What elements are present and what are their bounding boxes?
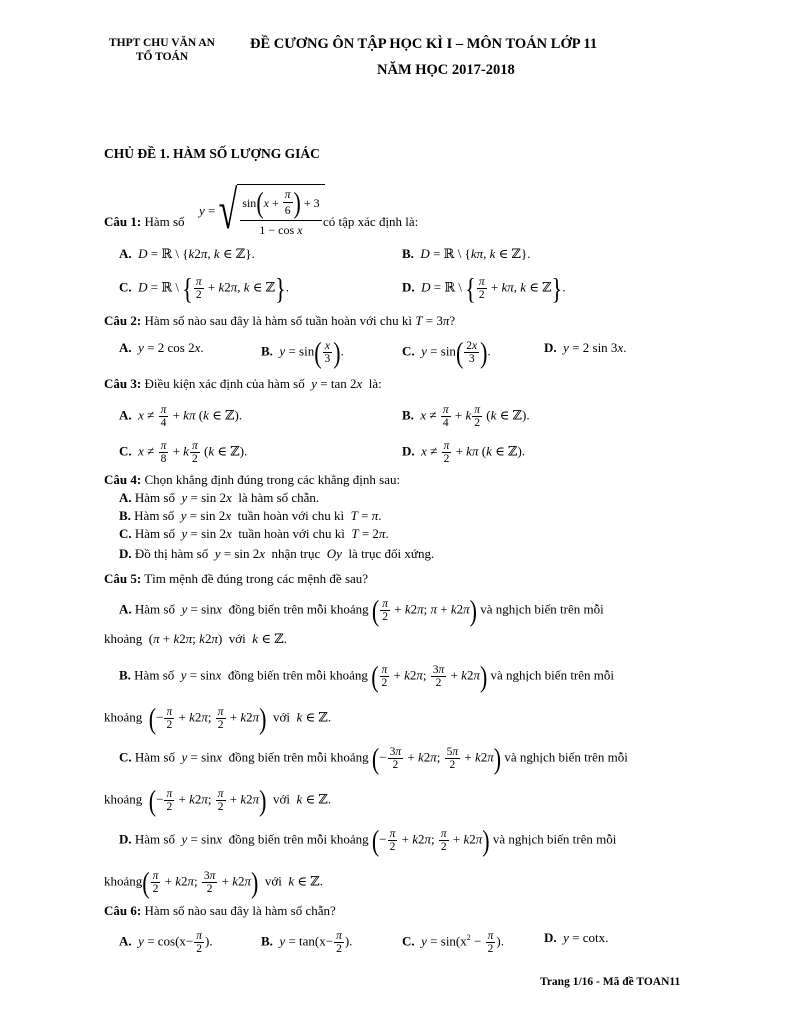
question-1-label: Câu 1: xyxy=(104,214,142,229)
question-5-option-b[interactable]: B. Hàm số y = sinx đồng biến trên mỗi khoảng ( $\frac{\pi}{2}$ + k2π; $\frac{3\pi}{2}$ + k2π) và nghịch biến trên mỗi xyxy=(119,658,614,693)
option-text: Hàm số xyxy=(134,601,175,617)
option-label: C. xyxy=(119,749,132,765)
question-1-formula: y = √ sin ( x + $\frac{\pi}{6}$ ) + 3 1 − cos x xyxy=(199,184,325,240)
with-word: với xyxy=(228,631,246,646)
option-label: A. xyxy=(119,246,132,261)
option-text-end: tuần hoàn với chu kì xyxy=(238,526,345,541)
question-3-option-b[interactable]: B. x ≠ $\frac{\pi}{4}$ + k $\frac{\pi}{2}$ (k ∈ ℤ). xyxy=(402,404,530,429)
with-word: với xyxy=(264,873,282,889)
option-text: Hàm số xyxy=(134,749,175,765)
question-5-option-d[interactable]: D. Hàm số y = sinx đồng biến trên mỗi khoảng (− $\frac{\pi}{2}$ + k2π; $\frac{\pi}{2}$ + k2π) và nghịch biến trên mỗi xyxy=(119,822,617,857)
option-label: D. xyxy=(402,279,415,295)
question-3-text: Điều kiện xác định của hàm số xyxy=(144,376,305,391)
question-6-option-c[interactable]: C. $y = \sin(x^2$ − $\frac{\pi}{2}$ ). xyxy=(402,930,504,955)
option-label: D. xyxy=(119,831,132,847)
option-text: Hàm số xyxy=(134,526,175,541)
question-6-label: Câu 6: xyxy=(104,903,142,918)
option-text: Hàm số xyxy=(134,667,175,683)
question-3-option-a[interactable]: A. x ≠ $\frac{\pi}{4}$ + kπ (k ∈ ℤ). xyxy=(119,404,243,429)
option-text-end: là hàm số chẵn. xyxy=(238,490,320,505)
question-6-option-b[interactable]: B. y = tan(x− $\frac{\pi}{2}$ ). xyxy=(261,930,353,955)
option-text: Hàm số xyxy=(134,831,175,847)
option-label: A. xyxy=(119,933,132,949)
option-text: Hàm số xyxy=(134,508,175,523)
option-label: B. xyxy=(402,407,414,423)
question-3-option-c[interactable]: C. x ≠ $\frac{\pi}{8}$ + k $\frac{\pi}{2}$ (k ∈ ℤ). xyxy=(119,440,248,465)
option-text-mid: đồng biến trên mỗi khoảng xyxy=(228,749,369,765)
option-text-end: và nghịch biến trên mỗi xyxy=(504,749,628,765)
question-4-option-d[interactable]: D. Đồ thị hàm số y = sin 2x nhận trục Oy là trục đối xứng. xyxy=(119,546,435,561)
topic-heading: CHỦ ĐỀ 1. HÀM SỐ LƯỢNG GIÁC xyxy=(104,146,320,161)
option-text-end: và nghịch biến trên mỗi xyxy=(492,831,617,847)
option-label: C. xyxy=(119,526,132,541)
option-label: D. xyxy=(544,930,557,945)
question-5-text: Tìm mệnh đề đúng trong các mệnh đề sau? xyxy=(144,571,369,586)
question-5-option-a[interactable]: A. Hàm số y = sinx đồng biến trên mỗi khoảng ( $\frac{\pi}{2}$ + k2π; π + k2π) và nghịch biến trên mỗi xyxy=(119,592,604,627)
question-1-option-d[interactable]: D. D = ℝ \ { $\frac{\pi}{2}$ + kπ, k ∈ ℤ}. xyxy=(402,270,566,305)
option-label: C. xyxy=(402,933,415,949)
option-label: C. xyxy=(402,343,415,359)
question-5-option-b-cont: khoảng (− $\frac{\pi}{2}$ + k2π; $\frac{\pi}{2}$ + k2π) với k ∈ ℤ. xyxy=(104,700,332,735)
option-text-end: và nghịch biến trên mỗi xyxy=(490,667,614,683)
option-label: B. xyxy=(261,933,273,949)
question-5-option-c[interactable]: C. Hàm số y = sinx đồng biến trên mỗi khoảng (− $\frac{3\pi}{2}$ + k2π; $\frac{5\pi}{2}$ + k2π) và nghịch biến trên mỗi xyxy=(119,740,628,775)
interval-word: khoảng xyxy=(104,873,143,889)
question-6-stem xyxy=(104,903,336,919)
interval-word: khoảng xyxy=(104,709,143,725)
option-text-mid: đồng biến trên mỗi khoảng xyxy=(227,667,368,683)
question-6-option-d[interactable]: D. y = cotx. xyxy=(544,930,609,945)
question-4-stem xyxy=(104,472,400,488)
question-4-label: Câu 4: xyxy=(104,472,142,487)
option-label: B. xyxy=(402,246,414,261)
question-6-option-a[interactable]: A. y = cos(x− $\frac{\pi}{2}$ ). xyxy=(119,930,213,955)
question-1-stem xyxy=(104,214,185,230)
question-4-option-c[interactable]: C. Hàm số y = sin 2x tuần hoàn với chu kì T = 2π. xyxy=(119,526,389,541)
question-1-option-b[interactable]: B. D = ℝ \ {kπ, k ∈ ℤ}. xyxy=(402,246,531,261)
option-text-end: và nghịch biến trên mỗi xyxy=(480,601,604,617)
with-word: với xyxy=(272,709,290,725)
interval-word: khoảng xyxy=(104,631,143,646)
question-4-option-b[interactable]: B. Hàm số y = sin 2x tuần hoàn với chu kì T = π. xyxy=(119,508,382,523)
option-label: A. xyxy=(119,490,132,505)
question-2-option-d[interactable]: D. y = 2 sin 3x. xyxy=(544,340,627,355)
question-1-option-a[interactable]: A. D = ℝ \ {k2π, k ∈ ℤ}. xyxy=(119,246,255,261)
option-text-mid: đồng biến trên mỗi khoảng xyxy=(228,831,369,847)
question-6-text: Hàm số nào sau đây là hàm số chẵn? xyxy=(144,903,336,918)
question-1-stem-end: có tập xác định là: xyxy=(323,214,419,229)
question-3-stem: Câu 3: Điều kiện xác định của hàm số y = tan 2x là: xyxy=(104,376,382,391)
question-5-stem xyxy=(104,571,368,587)
option-text-end: tuần hoàn với chu kì xyxy=(237,508,345,523)
option-label: B. xyxy=(119,667,131,683)
option-label: B. xyxy=(261,343,273,359)
option-label: A. xyxy=(119,407,132,423)
question-5-label: Câu 5: xyxy=(104,571,142,586)
option-label: C. xyxy=(119,443,132,459)
option-text: Đồ thị hàm số xyxy=(134,546,209,561)
school-line-2: TỔ TOÁN xyxy=(135,51,189,63)
with-word: với xyxy=(272,791,290,807)
option-label: D. xyxy=(119,546,132,561)
school-year: NĂM HỌC 2017-2018 xyxy=(377,62,515,78)
question-5-option-d-cont: khoảng( $\frac{\pi}{2}$ + k2π; $\frac{3\pi}{2}$ + k2π) với k ∈ ℤ. xyxy=(104,864,324,899)
question-4-option-a[interactable]: A. Hàm số y = sin 2x là hàm số chẵn. xyxy=(119,490,320,505)
question-1-option-c[interactable]: C. D = ℝ \ { $\frac{\pi}{2}$ + k2π, k ∈ ℤ}. xyxy=(119,270,289,305)
question-2-option-a[interactable]: A. y = 2 cos 2x. xyxy=(119,340,204,355)
document-title: ĐỀ CƯƠNG ÔN TẬP HỌC KÌ I – MÔN TOÁN LỚP 11 xyxy=(250,36,598,52)
question-4-text: Chọn khẳng định đúng trong các khẳng định sau: xyxy=(144,472,401,487)
option-text: Hàm số xyxy=(134,490,175,505)
question-2-option-b[interactable]: B. y = sin( $\frac{x}{3}$ ). xyxy=(261,334,344,369)
question-3-option-d[interactable]: D. x ≠ $\frac{\pi}{2}$ + kπ (k ∈ ℤ). xyxy=(402,440,526,465)
option-text-mid: đồng biến trên mỗi khoảng xyxy=(228,601,369,617)
option-text-mid: nhận trục xyxy=(271,546,321,561)
question-5-option-a-cont: khoảng (π + k2π; k2π) với k ∈ ℤ. xyxy=(104,631,287,646)
question-3-label: Câu 3: xyxy=(104,376,142,391)
option-label: B. xyxy=(119,508,131,523)
school-name xyxy=(100,36,224,64)
option-text-end: là trục đối xứng. xyxy=(348,546,435,561)
option-label: A. xyxy=(119,340,132,355)
question-3-text-end: là: xyxy=(368,376,382,391)
question-1-text: Hàm số xyxy=(144,214,185,229)
question-2-label: Câu 2: xyxy=(104,313,142,328)
interval-word: khoảng xyxy=(104,791,143,807)
option-label: C. xyxy=(119,279,132,295)
question-2-text: Hàm số nào sau đây là hàm số tuần hoàn với chu kì xyxy=(144,313,412,328)
question-2-stem: Câu 2: Hàm số nào sau đây là hàm số tuần hoàn với chu kì T = 3π? xyxy=(104,313,456,328)
school-line-1: THPT CHU VĂN AN xyxy=(109,37,215,49)
page-footer: Trang 1/16 - Mã đề TOAN11 xyxy=(540,976,681,988)
option-label: A. xyxy=(119,601,132,617)
option-label: D. xyxy=(544,340,557,355)
option-label: D. xyxy=(402,443,415,459)
question-5-option-c-cont: khoảng (− $\frac{\pi}{2}$ + k2π; $\frac{\pi}{2}$ + k2π) với k ∈ ℤ. xyxy=(104,782,332,817)
question-2-option-c[interactable]: C. y = sin( $\frac{2x}{3}$ ). xyxy=(402,334,491,369)
